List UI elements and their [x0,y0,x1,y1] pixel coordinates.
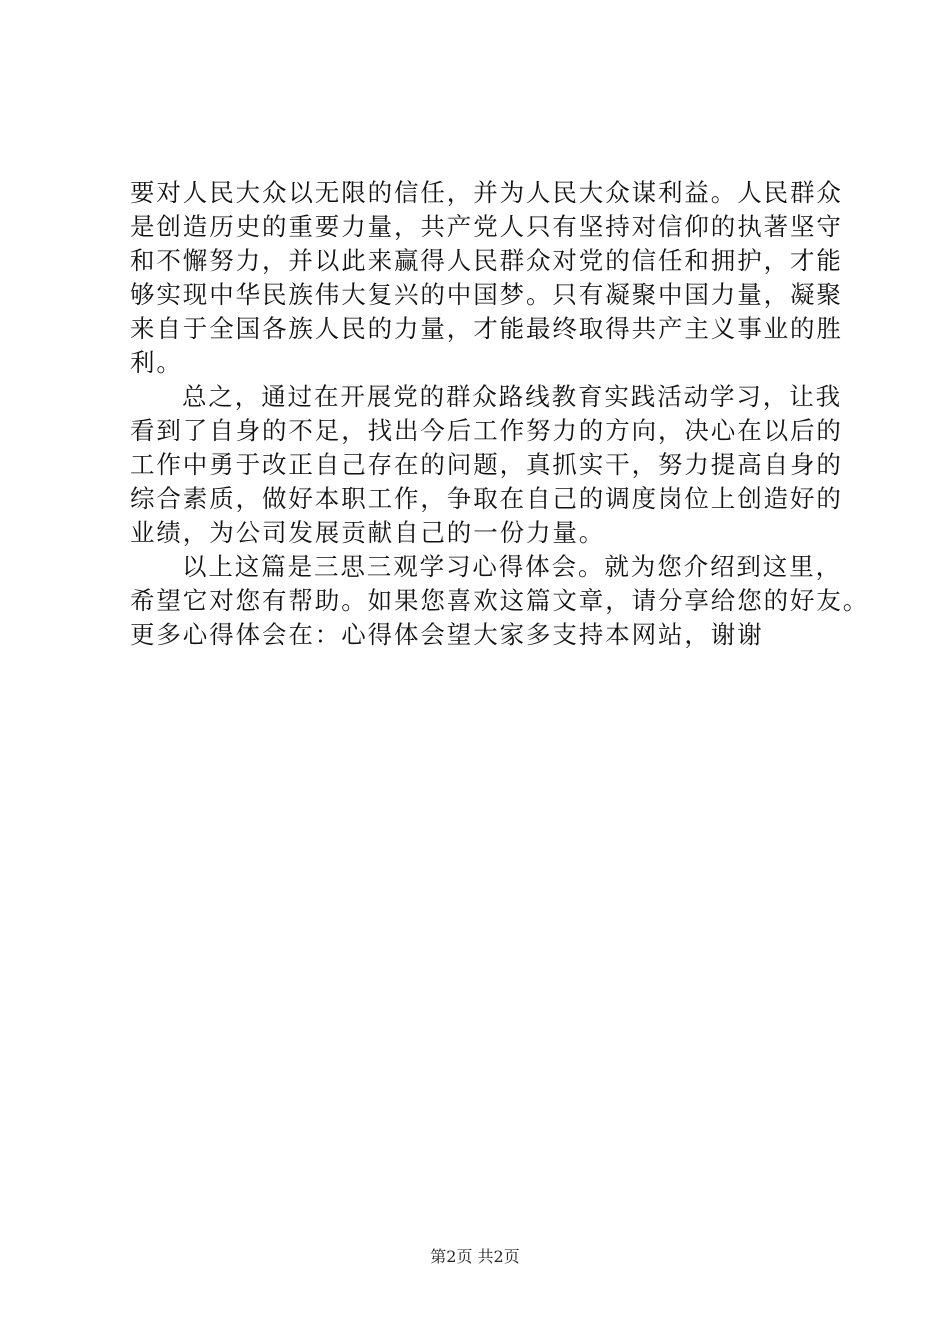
text-line: 工作中勇于改正自己存在的问题，真抓实干，努力提高自身的 [130,450,843,479]
text-line: 更多心得体会在：心得体会望大家多支持本网站，谢谢 [130,620,764,649]
text-line: 和不懈努力，并以此来赢得人民群众对党的信任和拥护，才能 [130,246,843,275]
text-line: 希望它对您有帮助。如果您喜欢这篇文章，请分享给您的好友。 [130,586,870,615]
text-line: 看到了自身的不足，找出今后工作努力的方向，决心在以后的 [130,416,843,445]
text-line: 是创造历史的重要力量，共产党人只有坚持对信仰的执著坚守 [130,212,843,241]
text-line: 来自于全国各族人民的力量，才能最终取得共产主义事业的胜 [130,314,843,343]
text-line: 利。 [130,348,183,377]
text-line: 要对人民大众以无限的信任，并为人民大众谋利益。人民群众 [130,178,843,207]
text-line: 业绩，为公司发展贡献自己的一份力量。 [130,518,606,547]
page-footer: 第2页 共2页 [430,1247,520,1266]
text-line: 综合素质，做好本职工作，争取在自己的调度岗位上创造好的 [130,484,843,513]
paragraph-first-line: 总之，通过在开展党的群众路线教育实践活动学习，让我 [182,382,842,411]
text-line: 够实现中华民族伟大复兴的中国梦。只有凝聚中国力量，凝聚 [130,280,843,309]
paragraph-first-line: 以上这篇是三思三观学习心得体会。就为您介绍到这里， [182,552,842,581]
